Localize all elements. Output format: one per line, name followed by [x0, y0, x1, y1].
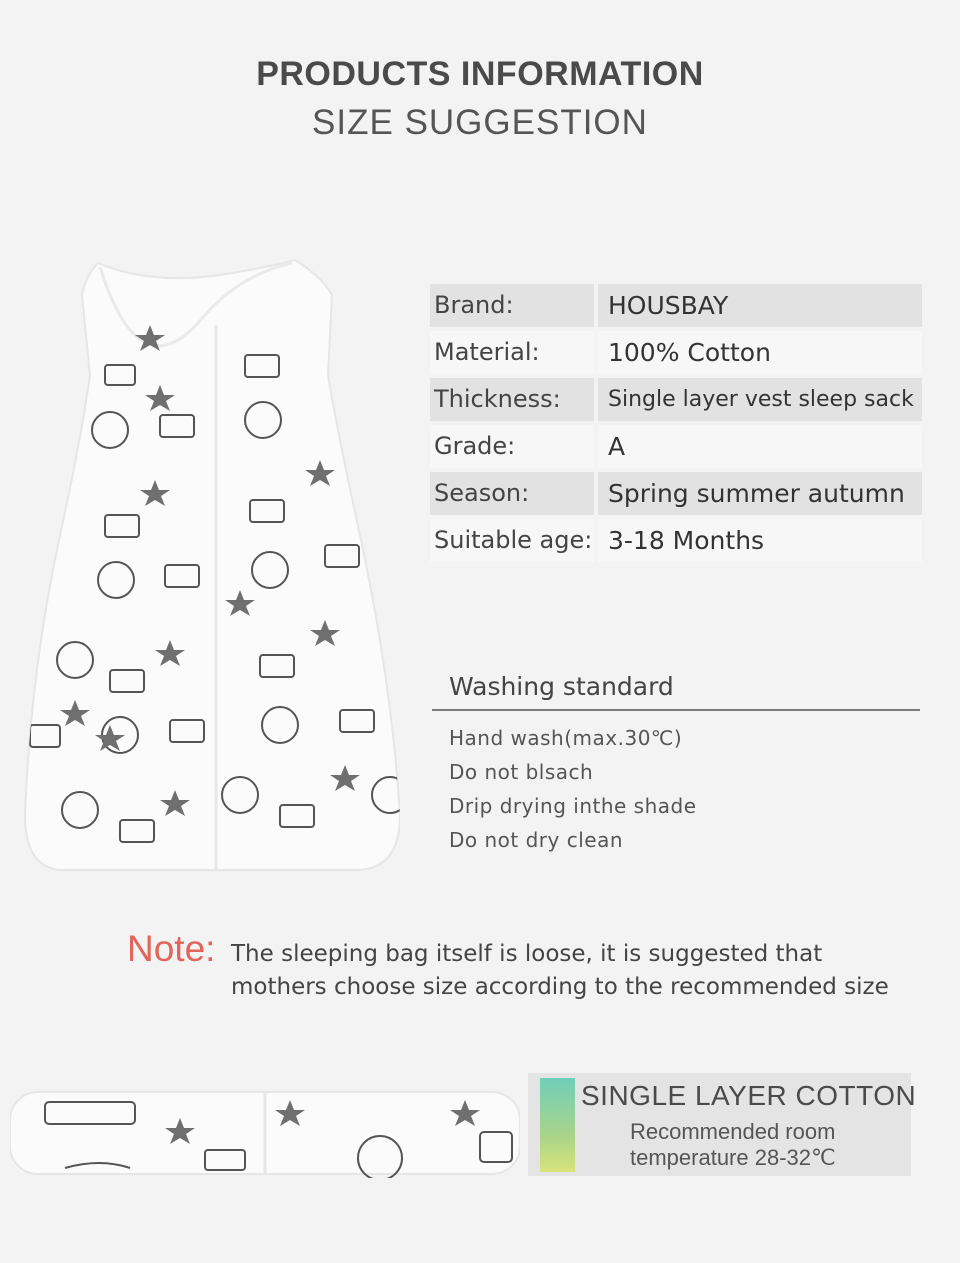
spec-row-brand [430, 282, 922, 329]
temperature-line: Recommended room [630, 1119, 836, 1144]
spec-row-season [430, 470, 922, 517]
page-title: PRODUCTS INFORMATION [256, 55, 704, 93]
spec-table [430, 282, 922, 564]
temperature-gradient [540, 1078, 575, 1172]
washing-title: Washing standard [449, 672, 674, 701]
washing-list [449, 724, 697, 860]
spec-value: 100% Cotton [598, 331, 922, 374]
divider [432, 709, 920, 711]
spec-label: Suitable age: [430, 519, 594, 562]
list-item: Drip drying inthe shade [449, 794, 697, 818]
note-line: The sleeping bag itself is loose, it is suggested that [231, 941, 823, 967]
spec-row-thickness [430, 376, 922, 423]
spec-label: Thickness: [430, 378, 594, 421]
spec-label: Season: [430, 472, 594, 515]
note-label: Note: [127, 928, 216, 969]
list-item: Hand wash(max.30℃) [449, 726, 683, 750]
spec-value: Single layer vest sleep sack [598, 378, 922, 421]
spec-row-age [430, 517, 922, 564]
note-line: mothers choose size according to the recommended size [231, 974, 889, 1000]
note-text [231, 938, 931, 1004]
page-subtitle: SIZE SUGGESTION [312, 103, 648, 142]
temperature-title: SINGLE LAYER COTTON [581, 1080, 917, 1111]
spec-label: Material: [430, 331, 594, 374]
spec-row-grade [430, 423, 922, 470]
spec-label: Brand: [430, 284, 594, 327]
spec-value: 3-18 Months [598, 519, 922, 562]
temperature-text [630, 1119, 836, 1171]
spec-value: HOUSBAY [598, 284, 922, 327]
spec-label: Grade: [430, 425, 594, 468]
spec-value: Spring summer autumn [598, 472, 922, 515]
sleep-sack-image [20, 255, 400, 875]
temperature-box [528, 1073, 917, 1176]
spec-value: A [598, 425, 922, 468]
temperature-line: temperature 28-32℃ [630, 1145, 836, 1170]
list-item: Do not blsach [449, 760, 594, 784]
spec-row-material [430, 329, 922, 376]
fabric-strip-image [10, 1088, 520, 1178]
list-item: Do not dry clean [449, 828, 624, 852]
